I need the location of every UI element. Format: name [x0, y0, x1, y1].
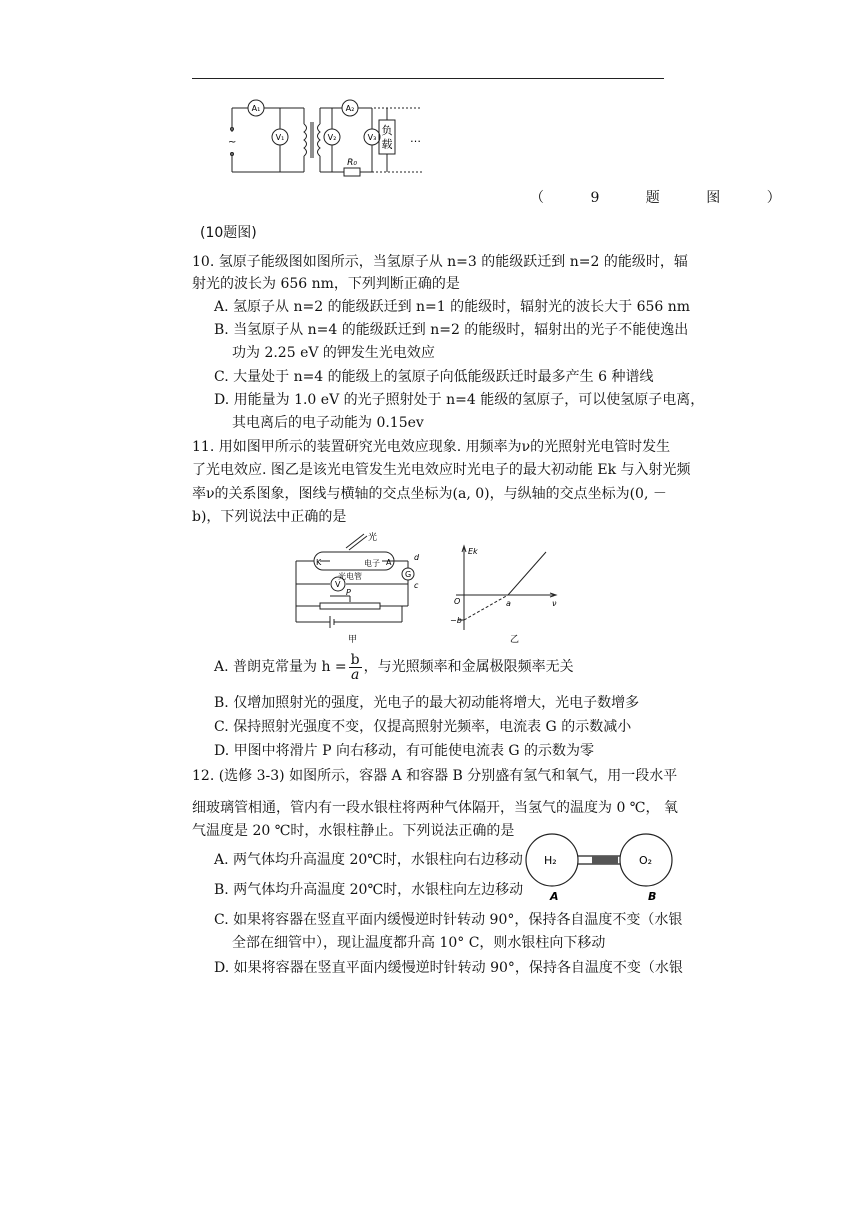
q10-option-d-line2: 其电离后的电子动能为 0.15ev [232, 415, 424, 431]
q12-option-c-line2: 全部在细管中），现让温度都升高 10° C，则水银柱向下移动 [232, 935, 606, 951]
q12-fig-A-label: A [550, 890, 559, 903]
q11-fig-jia-light-label: 光 [368, 533, 378, 543]
q10-figure-label: (10题图) [200, 225, 257, 241]
q11-stem-line4: b)，下列说法中正确的是 [192, 509, 347, 525]
q11-fig-jia-d-label: d [414, 553, 420, 562]
q11-option-a [214, 652, 574, 682]
fig9-volt1-label: V₁ [275, 133, 285, 142]
q12-option-b: B. 两气体均升高温度 20℃时，水银柱向左边移动 [214, 882, 524, 898]
q11-fig-jia-K-label: K [316, 558, 322, 567]
fig9-circuit-diagram [222, 96, 432, 182]
q12-stem-line2: 细玻璃管相通，管内有一段水银柱将两种气体隔开，当氢气的温度为 0 ℃， 氧 [192, 800, 678, 816]
q12-option-c-line1: C. 如果将容器在竖直平面内缓慢逆时针转动 90°，保持各自温度不变（水银 [214, 912, 683, 928]
q11-option-c: C. 保持照射光强度不变，仅提高照射光频率，电流表 G 的示数减小 [214, 719, 632, 735]
q11-fig-jia-electron-label: 电子 [364, 559, 380, 568]
q11-fig-yi-neg-b-label: −b [450, 616, 462, 625]
q11-fig-yi-a-label: a [506, 599, 511, 608]
q11-fig-jia-circuit [290, 530, 430, 646]
fig9-caption: （ 9 题 图 ） [530, 190, 795, 206]
q12-fig-o2-label: O₂ [639, 854, 653, 867]
fig9-ac-symbol: ~ [228, 137, 237, 148]
q11-fig-yi-graph [450, 540, 562, 644]
q12-option-a: A. 两气体均升高温度 20℃时，水银柱向右边移动 [214, 852, 523, 868]
fig9-volt2-label: V₂ [327, 133, 337, 142]
top-rule [192, 78, 664, 79]
q10-option-c: C. 大量处于 n=4 的能级上的氢原子向低能级跃迁时最多产生 6 种谱线 [214, 369, 654, 385]
q11-option-a-denominator: a [350, 666, 360, 683]
q11-option-a-suffix: ，与光照频率和金属极限频率无关 [363, 659, 574, 675]
fig9-load-label-1: 负 [381, 124, 393, 137]
fig9-volt3-label: V₃ [367, 133, 377, 142]
q11-fig-jia-caption: 甲 [348, 635, 358, 645]
q11-option-a-fraction [349, 653, 362, 682]
q11-fig-jia-c-label: c [414, 581, 419, 590]
q12-container-figure [520, 832, 680, 904]
q10-stem-line1: 10. 氢原子能级图如图所示，当氢原子从 n=3 的能级跃迁到 n=2 的能级时，辐 [192, 254, 688, 270]
q11-fig-jia-tube-label: 光电管 [338, 572, 362, 581]
q12-stem-line3: 气温度是 20 ℃时，水银柱静止。下列说法正确的是 [192, 823, 515, 839]
q11-option-b: B. 仅增加照射光的强度，光电子的最大初动能将增大，光电子数增多 [214, 695, 640, 711]
q11-fig-jia-V-label: V [335, 580, 341, 589]
q11-fig-yi-origin: O [454, 597, 461, 606]
q12-option-d-line1: D. 如果将容器在竖直平面内缓慢逆时针转动 90°，保持各自温度不变（水银 [214, 960, 683, 976]
fig9-ammeter2-label: A₂ [345, 104, 355, 113]
q11-option-a-numerator: b [350, 651, 360, 668]
q10-option-d-line1: D. 用能量为 1.0 eV 的光子照射处于 n=4 能级的氢原子，可以使氢原子电离， [214, 392, 705, 408]
q11-stem-line2: 了光电效应. 图乙是该光电管发生光电效应时光电子的最大初动能 Ek 与入射光频 [192, 462, 691, 478]
q11-fig-yi-xlabel: ν [552, 599, 557, 608]
q11-option-a-prefix: A. 普朗克常量为 h = [214, 659, 347, 675]
q12-mercury-column [592, 856, 618, 864]
q11-fig-jia-G-label: G [405, 570, 412, 579]
q12-fig-B-label: B [648, 890, 657, 903]
q10-option-a: A. 氢原子从 n=2 的能级跃迁到 n=1 的能级时，辐射光的波长大于 656 nm [214, 299, 691, 315]
q11-fig-yi-ylabel: Ek [468, 547, 478, 556]
fig9-ammeter1-label: A₁ [251, 104, 261, 113]
q12-fig-h2-label: H₂ [544, 854, 557, 867]
fig9-resistor-label: R₀ [347, 158, 357, 168]
q12-stem-line1: 12. (选修 3-3) 如图所示，容器 A 和容器 B 分别盛有氢气和氧气，用一段水平 [192, 768, 678, 784]
q11-option-d: D. 甲图中将滑片 P 向右移动，有可能使电流表 G 的示数为零 [214, 743, 595, 759]
q11-stem-line3: 率ν的关系图象，图线与横轴的交点坐标为(a, 0)，与纵轴的交点坐标为(0, － [192, 486, 667, 502]
q10-option-b-line1: B. 当氢原子从 n=4 的能级跃迁到 n=2 的能级时，辐射出的光子不能使逸出 [214, 322, 689, 338]
q11-fig-jia-P-label: P [346, 588, 351, 597]
fig9-dots: … [410, 132, 421, 145]
q11-fig-jia-A-label: A [386, 558, 392, 567]
q10-stem-line2: 射光的波长为 656 nm，下列判断正确的是 [192, 276, 460, 292]
q11-stem-line1: 11. 用如图甲所示的装置研究光电效应现象. 用频率为ν的光照射光电管时发生 [192, 439, 671, 455]
q10-option-b-line2: 功为 2.25 eV 的钾发生光电效应 [232, 345, 435, 361]
fig9-load-label-2: 载 [381, 138, 393, 151]
q11-fig-yi-caption: 乙 [510, 635, 520, 644]
